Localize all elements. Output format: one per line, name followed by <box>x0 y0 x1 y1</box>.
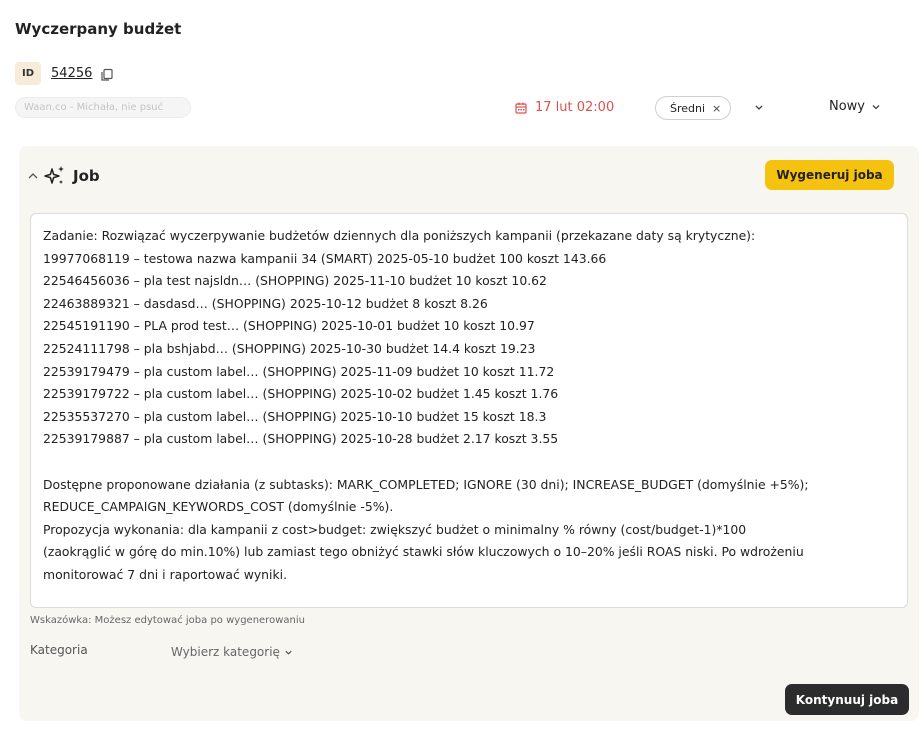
job-description-textarea[interactable]: Zadanie: Rozwiązać wyczerpywanie budżetów dziennych dla poniższych kampanii (przekazane daty są krytyczne): 19977068119 – testowa nazwa kampanii 34 (SMART) 2025-05-10 budżet 100 koszt 143.66 22546456036 – pla test najsldn… (SHOPPING) 2025-11-10 budżet 10 koszt 10.62 22463889321 – dasdasd… (SHOPPING) 2025-10-12 budżet 8 koszt 8.26 22545191190 – PLA prod test… (SHOPPING) 2025-10-01 budżet 10 koszt 10.97 22524111798 – pla bshjabd… (SHOPPING) 2025-10-30 budżet 14.4 koszt 19.23 22539179479 – pla custom label… (SHOPPING) 2025-11-09 budżet 10 koszt 11.72 22539179722 – pla custom label… (SHOPPING) 2025-10-02 budżet 1.45 koszt 1.76 22535537270 – pla custom label… (SHOPPING) 2025-10-10 budżet 15 koszt 18.3 22539179887 – pla custom label… (SHOPPING) 2025-10-28 budżet 2.17 koszt 3.55 Dostępne proponowane działania (z subtasks): MARK_COMPLETED; IGNORE (30 dni); INCREASE_BUDGET (domyślnie +5%); REDUCE_CAMPAIGN_KEYWORDS_COST (domyślnie -5%). Propozycja wykonania: dla kampanii z cost>budget: zwiększyć budżet o minimalny % równy (cost/budget-1)*100 (zaokrąglić w górę do min.10%) lub zamiast tego obniżyć stawki słów kluczowych o 10–20% jeśli ROAS niski. Po wdrożeniu monitorować 7 dni i raportować wyniki. <box>30 213 908 608</box>
chevron-up-icon[interactable] <box>27 170 39 182</box>
job-header[interactable] <box>27 164 100 188</box>
sparkle-icon <box>43 164 67 188</box>
priority-label: Średni <box>670 101 706 115</box>
client-tag[interactable]: Waan.co - Michała, nie psuć <box>15 97 191 118</box>
copy-icon[interactable] <box>100 67 114 81</box>
page-title: Wyczerpany budżet <box>15 20 182 38</box>
deadline[interactable] <box>515 100 614 115</box>
id-value-link[interactable]: 54256 <box>51 66 93 81</box>
status-dropdown[interactable] <box>829 99 881 114</box>
id-badge: ID <box>15 62 41 85</box>
category-placeholder: Wybierz kategorię <box>171 645 280 659</box>
category-select[interactable] <box>171 645 293 659</box>
continue-job-button[interactable]: Kontynuuj joba <box>785 684 909 715</box>
remove-priority-icon[interactable]: × <box>712 101 722 115</box>
calendar-icon <box>515 102 527 114</box>
priority-pill[interactable] <box>655 96 731 120</box>
generate-job-button[interactable]: Wygeneruj joba <box>765 160 894 190</box>
edit-hint: Wskazówka: Możesz edytować joba po wygenerowaniu <box>30 615 305 626</box>
id-row <box>15 62 114 85</box>
status-label: Nowy <box>829 99 866 114</box>
chevron-down-icon <box>284 648 293 657</box>
category-label: Kategoria <box>30 643 88 657</box>
chevron-down-icon <box>871 102 881 112</box>
deadline-text: 17 lut 02:00 <box>535 100 615 115</box>
chevron-down-icon[interactable] <box>752 102 766 114</box>
job-title: Job <box>73 167 100 185</box>
job-panel <box>19 146 919 721</box>
